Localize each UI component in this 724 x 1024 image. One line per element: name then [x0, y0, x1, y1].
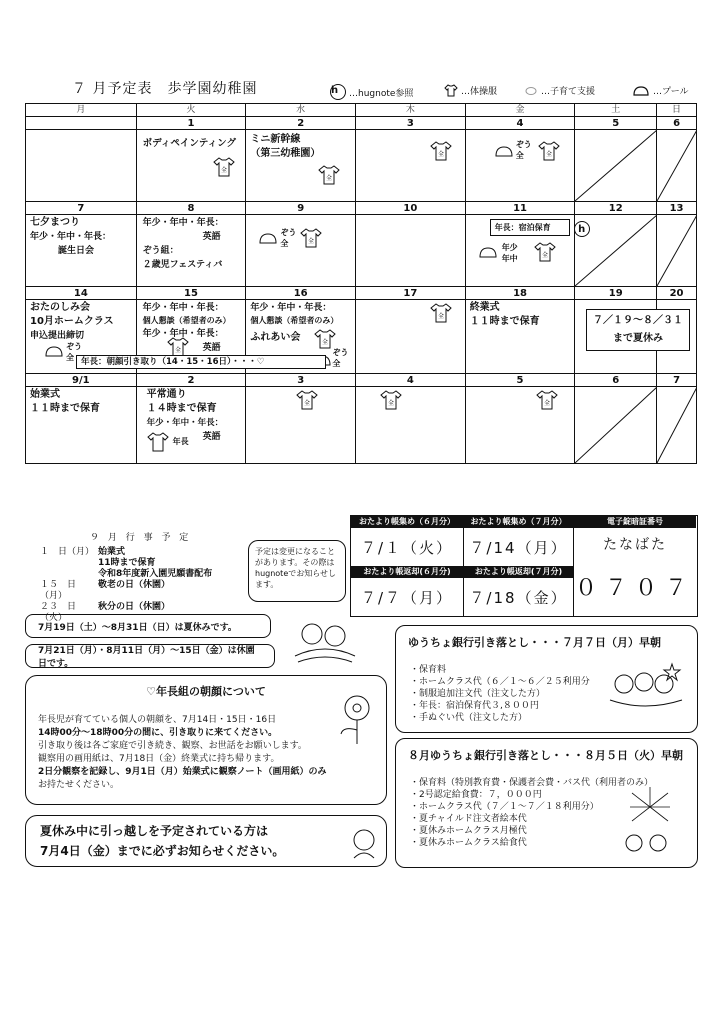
week-row	[26, 373, 696, 463]
shirt-icon	[147, 432, 169, 452]
vacation-box: ７／１９～８／３１ まで夏休み	[586, 309, 690, 351]
asagao-body: 年長児が育てている個人の朝顔を、7月14日・15日・16日 14時00分～18時00分の間に、引き取りに来てください。 引き取り後は各ご家庭で引き続き、観察、お世話をお願いします。 観察用の画用紙は、7月18日（金）終業式に持ち帰ります。 2日分観察を記録し、9月1日（月）始業式に観察ノート（画用紙）のみ お持たせください。	[38, 715, 327, 790]
shirt-icon	[444, 84, 458, 97]
week-row	[26, 286, 696, 373]
shirt-icon	[314, 329, 336, 349]
hugnote-icon: h	[330, 84, 346, 100]
legend-taiso: …体操服	[444, 84, 497, 97]
list-item: ・ホームクラス代（７／１～７／１８利用分）	[410, 802, 599, 812]
day-cell: 3 全	[245, 374, 355, 463]
list-item: ・夏チャイルド注文者絵本代	[410, 814, 527, 824]
calendar	[25, 103, 697, 464]
day-cell: 4 全	[355, 374, 465, 463]
dates-grid: おたより帳集め（６月分） ７/１（火） おたより帳返却(６月分) ７/７（月） おたより帳集め（７月分） ７/14（月） おたより帳返却(７月分) ７/18（金） 電子錠暗証番号 たなばた ０７０７	[350, 515, 698, 617]
tanabata-illustration-icon	[602, 660, 688, 716]
svg-text:全: 全	[438, 151, 445, 158]
shirt-icon	[534, 242, 556, 262]
list-item: ・夏休みホームクラス月極代	[410, 826, 527, 836]
list-item: １５ 日（月） 敬老の日（休園）	[40, 580, 171, 601]
day-cell: 10	[355, 202, 465, 286]
day-cell	[26, 117, 136, 201]
day-cell: 2 平常通り １４時まで保育 年少・年中・年長： 英語 年長	[136, 374, 246, 463]
day-cell: 16 年少・年中・年長： 個人懇談（希望者のみ） ふれあい会 全 ぞう 全	[245, 287, 355, 373]
day-cell: 5 全	[465, 374, 575, 463]
day-cell: 14 おたのしみ会 10月ホームクラス 申込提出締切 ぞう 全	[26, 287, 136, 373]
day-cell: 5	[574, 117, 656, 201]
stay-badge: 年長：宿泊保育	[490, 219, 570, 236]
swim-cap-icon	[632, 85, 650, 97]
day-cell: 18 終業式 １１時まで保育	[465, 287, 575, 373]
svg-text:全: 全	[438, 313, 445, 320]
list-item: 11時まで保育	[98, 558, 156, 568]
shirt-icon	[167, 337, 189, 357]
day-cell: 9/1 始業式 １１時まで保育	[26, 374, 136, 463]
day-cell: 9 ぞう 全 全	[245, 202, 355, 286]
kids-illustration-icon	[290, 612, 360, 666]
summer-notice: 7月19日（土）～8月31日（日）は夏休みです。	[25, 614, 271, 638]
day-cell: 8 年少・年中・年長： 英語 ぞう組： ２歳児フェスティバ	[136, 202, 246, 286]
svg-text:全: 全	[326, 175, 333, 182]
shirt-icon	[430, 303, 452, 323]
swim-cap-icon	[478, 246, 498, 259]
svg-text:全: 全	[388, 400, 395, 407]
asagao-banner: 年長：朝顔引き取り（14・15・16日）・・・♡	[76, 355, 326, 369]
list-item: ・保育料（特別教育費・保護者会費・バス代（利用者のみ）	[410, 778, 654, 788]
day-cell: 13	[656, 202, 696, 286]
day-cell: 12	[574, 202, 656, 286]
legend-hugnote: h …hugnote参照	[331, 85, 414, 99]
week-row	[26, 201, 696, 286]
september-events: ９ 月 行 事 予 定 １ 日（月） 始業式 11時まで保育 令和8年度新入園児願書配布 １５ 日（月） 敬老の日（休園） ２３ 日（火） 秋分の日（休園）	[40, 533, 213, 623]
list-item: 令和8年度新入園児願書配布	[98, 569, 213, 579]
week-row	[26, 116, 696, 201]
swim-cap-icon	[258, 232, 278, 245]
list-item: ・2号認定給食費：７，０００円	[410, 790, 542, 800]
day-cell: 17 全	[355, 287, 465, 373]
legend-kosodate: …子育て支援	[524, 84, 595, 97]
list-item: ・手ぬぐい代（注文した方）	[410, 713, 528, 723]
day-cell: 6	[574, 374, 656, 463]
list-item: ・ホームクラス代（６／１～６／２５利用分	[410, 677, 590, 687]
asagao-section: ♡年長組の朝顔について 年長児が育てている個人の朝顔を、7月14日・15日・16日 14時00分～18時00分の間に、引き取りに来てください。 引き取り後は各ご家庭で引き続き、観察、お世話をお願いします。 観察用の画用紙は、7月18日（金）終業式に持ち帰ります。 2日分観察を記録し、9月1日（月）始業式に観察ノート（画用紙）のみ お持たせください。	[25, 675, 387, 805]
day-cell: 11 年長：宿泊保育 h 年少 年中 全	[465, 202, 575, 286]
day-cell: 15 年少・年中・年長： 個人懇談（希望者のみ） 年少・年中・年長： 英語 全	[136, 287, 246, 373]
svg-text:全: 全	[322, 339, 329, 346]
bank-july: ゆうちょ銀行引き落とし・・・７月７日（月）早朝 ・保育料 ・ホームクラス代（６／１～６／２５利用分 ・制服追加注文代（注文した方） ・年長：宿泊保育代３,８００円 ・手ぬぐい代（注文した方）	[395, 625, 698, 733]
svg-text:全: 全	[174, 347, 181, 354]
list-item: ・夏休みホームクラス給食代	[410, 838, 527, 848]
list-item: ・年長：宿泊保育代３,８００円	[410, 701, 539, 711]
day-cell: 19	[574, 287, 656, 373]
character-icon	[344, 822, 384, 862]
kosodate-icon	[524, 86, 538, 96]
day-cell: 2 ミニ新幹線 （第三幼稚園） 全	[245, 117, 355, 201]
shirt-icon	[538, 141, 560, 161]
svg-text:全: 全	[308, 238, 315, 245]
shirt-icon	[300, 228, 322, 248]
day-cell: 4 ぞう 全 全	[465, 117, 575, 201]
day-cell: 6	[656, 117, 696, 201]
swim-cap-icon	[494, 145, 514, 158]
weekday-header: 月 火 水 木 金 土 日	[26, 104, 696, 116]
fireworks-illustration-icon	[608, 785, 692, 859]
svg-text:全: 全	[220, 167, 227, 174]
list-item: ・保育料	[410, 665, 447, 675]
page-title: ７ 月予定表 歩学園幼稚園	[72, 81, 258, 97]
svg-text:全: 全	[543, 400, 550, 407]
shirt-icon	[213, 157, 235, 177]
list-item: ・制服追加注文代（注文した方）	[410, 689, 546, 699]
day-cell: 20	[656, 287, 696, 373]
swim-cap-icon	[44, 345, 64, 358]
list-item: １ 日（月） 始業式	[40, 547, 126, 557]
legend-pool: …プール	[632, 84, 689, 97]
day-cell: 3 全	[355, 117, 465, 201]
list-item: ２３ 日（火） 秋分の日（休園）	[40, 602, 171, 623]
shirt-icon	[536, 390, 558, 410]
day-cell: 7	[656, 374, 696, 463]
shirt-icon	[296, 390, 318, 410]
svg-text:全: 全	[304, 400, 311, 407]
morning-glory-icon	[331, 686, 383, 746]
svg-text:全: 全	[541, 252, 548, 259]
day-cell: 1 ボディペインティング 全	[136, 117, 246, 201]
hugnote-icon: h	[574, 221, 590, 237]
closed-notice: 7月21日（月）・8月11日（月）～15日（金）は休園日です。	[25, 644, 275, 668]
svg-text:全: 全	[545, 151, 552, 158]
day-cell: 7 七夕まつり 年少・年中・年長： 誕生日会	[26, 202, 136, 286]
bank-august: ８月ゆうちょ銀行引き落とし・・・８月５日（火）早朝 ・保育料（特別教育費・保護者会費・バス代（利用者のみ） ・2号認定給食費：７，０００円 ・ホームクラス代（７／１～７／１８利用分） ・夏チャイルド注文者絵本代 ・夏休みホームクラス月極代 ・夏休みホームクラス給食代	[395, 738, 698, 868]
change-notice: 予定は変更になることがあります。その際はhugnoteでお知らせします。	[248, 540, 346, 602]
shirt-icon	[318, 165, 340, 185]
moving-notice: 夏休み中に引っ越しを予定されている方は 7月4日（金）までに必ずお知らせください。	[25, 815, 387, 867]
shirt-icon	[430, 141, 452, 161]
shirt-icon	[380, 390, 402, 410]
